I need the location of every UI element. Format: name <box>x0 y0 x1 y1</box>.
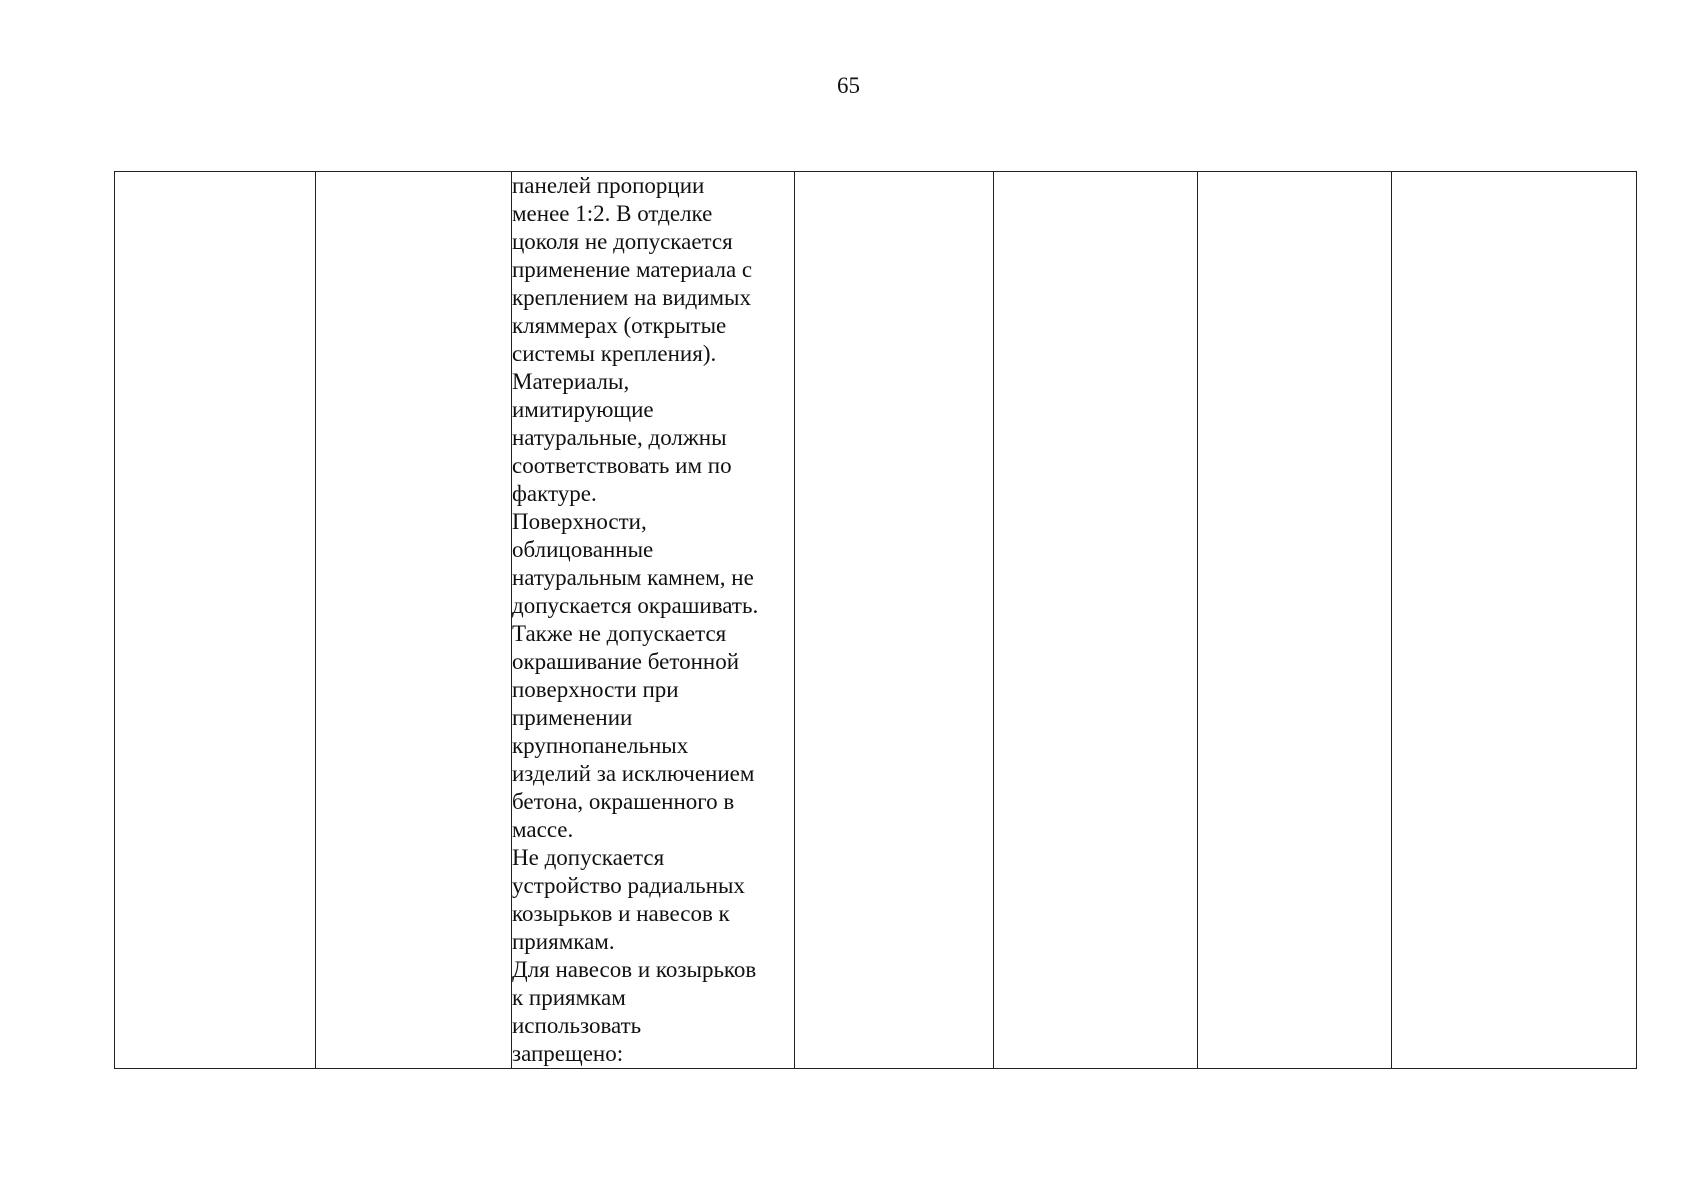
text-line: Поверхности, <box>512 509 647 534</box>
text-line: приямкам. <box>512 929 615 954</box>
requirements-text-cell <box>512 172 795 1069</box>
empty-cell-col-6 <box>1198 172 1392 1069</box>
text-line: Не допускается <box>512 845 665 870</box>
text-line: Для навесов и козырьков <box>512 957 757 982</box>
text-line: натуральные, должны <box>512 425 727 450</box>
text-line: к приямкам <box>512 985 626 1010</box>
empty-cell-col-5 <box>994 172 1198 1069</box>
text-line: допускается окрашивать. <box>512 593 759 618</box>
text-line: изделий за исключением <box>512 761 755 786</box>
text-line: устройство радиальных <box>512 873 745 898</box>
text-line: применение материала с <box>512 257 753 282</box>
text-line: соответствовать им по <box>512 453 732 478</box>
text-line: поверхности при <box>512 677 679 702</box>
text-line: фактуре. <box>512 481 597 506</box>
text-line: использовать <box>512 1013 642 1038</box>
text-line: натуральным камнем, не <box>512 565 754 590</box>
text-line: Также не допускается <box>512 621 727 646</box>
text-line: менее 1:2. В отделке <box>512 201 713 226</box>
text-line: применении <box>512 705 633 730</box>
text-line: системы крепления). <box>512 341 717 366</box>
text-line: козырьков и навесов к <box>512 901 730 926</box>
text-line: кляммерах (открытые <box>512 313 727 338</box>
empty-cell-col-7 <box>1392 172 1637 1069</box>
empty-cell-col-1 <box>115 172 316 1069</box>
empty-cell-col-2 <box>316 172 512 1069</box>
text-line: креплением на видимых <box>512 285 751 310</box>
text-line: бетона, окрашенного в <box>512 789 735 814</box>
page-number: 65 <box>837 73 860 98</box>
text-line: Материалы, <box>512 369 630 394</box>
text-line: цоколя не допускается <box>512 229 733 254</box>
text-line: облицованные <box>512 537 654 562</box>
text-line: имитирующие <box>512 397 654 422</box>
text-line: панелей пропорции <box>512 173 705 198</box>
text-line: массе. <box>512 817 574 842</box>
text-line: окрашивание бетонной <box>512 649 740 674</box>
empty-cell-col-4 <box>795 172 994 1069</box>
text-line: запрещено: <box>512 1041 624 1066</box>
table-row <box>115 172 1637 1069</box>
requirements-table <box>114 171 1637 1069</box>
text-line: крупнопанельных <box>512 733 689 758</box>
